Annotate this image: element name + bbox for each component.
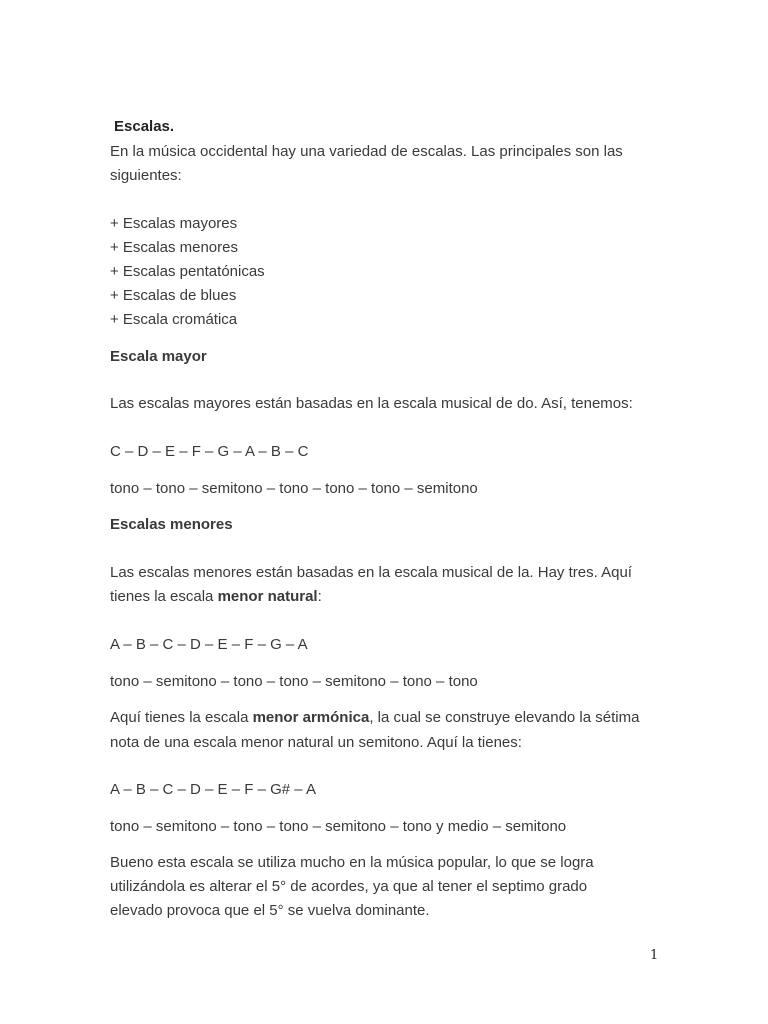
major-scale-steps: tono – tono – semitono – tono – tono – tono – semitono [110,480,478,497]
minor-description-text: tienes la escala [110,588,218,605]
harmonic-description-line-2: nota de una escala menor natural un semitono. Aquí la tienes: [110,734,522,751]
intro-text-line-2: siguientes: [110,167,182,184]
major-scale-notes: C – D – E – F – G – A – B – C [110,443,309,460]
harmonic-description-line-1 [110,706,639,730]
comment-line-2: utilizándola es alterar el 5° de acordes, ya que al tener el septimo grado [110,878,588,895]
harmonic-description-text: Aquí tienes la escala [110,709,253,726]
harmonic-minor-notes: A – B – C – D – E – F – G# – A [110,781,316,798]
list-item: + Escalas pentatónicas [110,263,265,280]
harmonic-minor-steps: tono – semitono – tono – tono – semitono – tono y medio – semitono [110,818,567,835]
minor-description-line-2 [110,585,322,609]
harmonic-description-rest: , la cual se construye elevando la sétima [369,709,640,726]
list-item: + Escalas mayores [110,215,238,232]
natural-minor-notes: A – B – C – D – E – F – G – A [110,636,308,653]
page-title: Escalas. [114,118,175,135]
list-item: + Escalas de blues [110,287,237,304]
section-heading-minor: Escalas menores [110,516,233,533]
harmonic-minor-term: menor armónica [252,709,370,726]
natural-minor-steps: tono – semitono – tono – tono – semitono – tono – tono [110,673,478,690]
comment-line-1: Bueno esta escala se utiliza mucho en la música popular, lo que se logra [110,854,594,871]
list-item: + Escalas menores [110,239,238,256]
page-number: 1 [650,948,659,963]
comment-line-3: elevado provoca que el 5° se vuelva dominante. [110,902,430,919]
section-heading-major: Escala mayor [110,348,207,365]
minor-natural-term: menor natural [217,588,318,605]
intro-text-line-1: En la música occidental hay una variedad de escalas. Las principales son las [110,143,623,160]
minor-description-line-1: Las escalas menores están basadas en la escala musical de la. Hay tres. Aquí [110,564,632,581]
list-item: + Escala cromática [110,311,238,328]
minor-description-punct: : [317,588,322,605]
major-description: Las escalas mayores están basadas en la escala musical de do. Así, tenemos: [110,395,633,412]
